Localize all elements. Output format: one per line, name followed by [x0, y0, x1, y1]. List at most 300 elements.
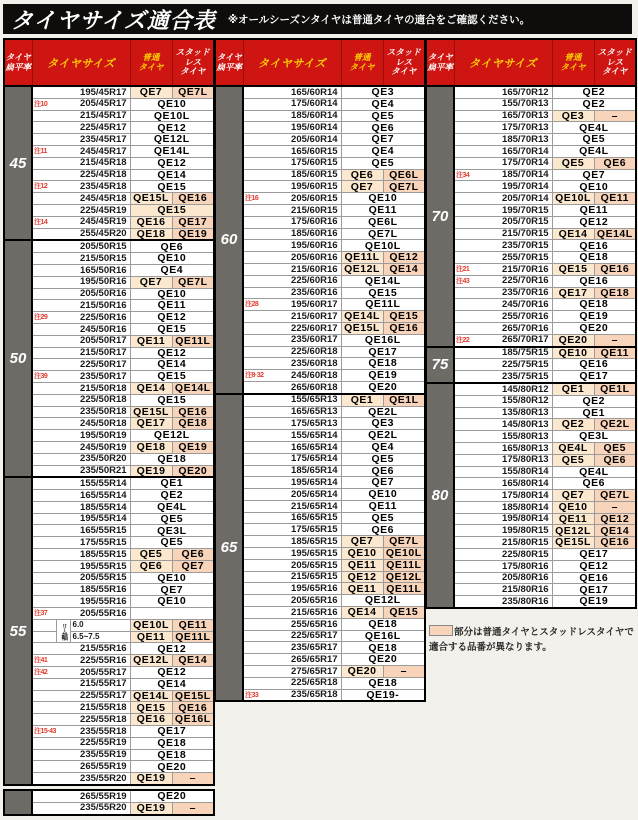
- table-row: [426, 419, 636, 431]
- table-row: [4, 690, 214, 702]
- table-row: [215, 157, 425, 169]
- rim-width-value-cell: 6.0: [70, 619, 130, 631]
- note-marker: 注21: [456, 265, 470, 273]
- aspect-ratio-cell: 45: [4, 86, 32, 240]
- normal-tire-part-cell: QE14L: [130, 690, 172, 702]
- header-label-line: タイヤ: [560, 61, 586, 72]
- studless-tire-part-cell: QE12: [383, 252, 425, 264]
- tire-size-cell: 185/80R14: [454, 501, 552, 513]
- tire-size-cell: 185/55R15: [32, 549, 130, 561]
- table-row: [4, 441, 214, 453]
- table-row: [4, 394, 214, 406]
- tire-size-cell: 185/75R15: [454, 347, 552, 359]
- table-row: [4, 418, 214, 430]
- tire-size-cell: 195/80R15: [454, 525, 552, 537]
- tire-size-cell: 195/55R16: [32, 596, 130, 608]
- part-number-cell: QE14: [130, 678, 214, 690]
- tire-size-cell: 185/60R16: [243, 228, 341, 240]
- header-normal-tire: [341, 39, 383, 86]
- note-marker: 注29: [34, 314, 48, 322]
- table-row: [426, 311, 636, 323]
- part-number-cell: QE20: [341, 381, 425, 393]
- table-row: [4, 86, 214, 98]
- part-number-cell: QE15: [130, 323, 214, 335]
- tire-size-cell: 165/80R13: [454, 442, 552, 454]
- tire-size-cell: 165/65R15: [243, 512, 341, 524]
- table-row: [4, 406, 214, 418]
- table-row: [4, 382, 214, 394]
- table-row: [215, 252, 425, 264]
- studless-tire-part-cell: QE16: [383, 322, 425, 334]
- studless-tire-part-cell: QE14: [172, 655, 214, 667]
- tire-size-cell: 205/50R17: [32, 335, 130, 347]
- part-number-cell: QE6L: [341, 216, 425, 228]
- table-row: [215, 193, 425, 205]
- tire-size-cell: 235/60R17: [243, 334, 341, 346]
- tire-size-cell: 注37 205/55R16: [32, 608, 130, 620]
- studless-tire-part-cell: QE14L: [172, 382, 214, 394]
- normal-tire-part-cell: QE19: [130, 773, 172, 785]
- tire-size-cell: 注43 225/70R16: [454, 275, 552, 287]
- tire-size-cell: 195/60R16: [243, 240, 341, 252]
- tire-size-cell: 225/50R18: [32, 394, 130, 406]
- studless-tire-part-cell: QE16: [172, 193, 214, 205]
- part-number-cell: QE12L: [341, 595, 425, 607]
- part-number-cell: QE17: [341, 346, 425, 358]
- part-number-cell: QE11: [552, 204, 636, 216]
- tire-size-cell: 165/70R12: [454, 86, 552, 98]
- table-column-3: [425, 38, 636, 816]
- part-number-cell: QE12: [130, 157, 214, 169]
- studless-tire-part-cell: QE12L: [383, 571, 425, 583]
- table-row: [426, 596, 636, 608]
- part-number-cell: QE7L: [341, 228, 425, 240]
- tire-size-cell: 注11 245/45R17: [32, 145, 130, 157]
- tire-size-cell: 195/45R17: [32, 86, 130, 98]
- part-number-cell: QE12: [130, 643, 214, 655]
- table-row: [215, 595, 425, 607]
- tire-size-cell: 195/65R14: [243, 477, 341, 489]
- table-row: [4, 216, 214, 228]
- table-row: [4, 335, 214, 347]
- part-number-cell: QE17: [552, 549, 636, 561]
- part-number-cell: QE5: [130, 537, 214, 549]
- table-row: [215, 275, 425, 287]
- tire-size-cell: 235/50R20: [32, 453, 130, 465]
- tire-size-cell: 235/60R16: [243, 287, 341, 299]
- table-row: [4, 110, 214, 122]
- tire-size-cell: 165/80R14: [454, 478, 552, 490]
- part-number-cell: QE12L: [130, 430, 214, 442]
- table-row: [4, 228, 214, 240]
- studless-tire-part-cell: QE16: [172, 702, 214, 714]
- tire-size-cell: 205/70R15: [454, 216, 552, 228]
- part-number-cell: QE4: [341, 441, 425, 453]
- tire-size-cell: 205/60R14: [243, 134, 341, 146]
- header-label-line: 普通: [564, 51, 582, 62]
- header-row: [426, 39, 636, 86]
- table-row: [4, 253, 214, 265]
- tire-size-cell: 275/65R17: [243, 666, 341, 678]
- note-marker: 注41: [34, 657, 48, 665]
- normal-tire-part-cell: QE18: [130, 228, 172, 240]
- table-row: [215, 618, 425, 630]
- normal-tire-part-cell: QE11L: [341, 252, 383, 264]
- note-marker: 注42: [34, 669, 48, 677]
- studless-tire-part-cell: QE11L: [383, 583, 425, 595]
- table-row: [426, 134, 636, 146]
- table-row: [215, 346, 425, 358]
- tire-size-cell: 215/45R17: [32, 110, 130, 122]
- normal-tire-part-cell: QE10L: [130, 619, 172, 631]
- part-number-cell: QE11L: [341, 299, 425, 311]
- part-number-cell: QE20: [341, 654, 425, 666]
- normal-tire-part-cell: QE17: [130, 418, 172, 430]
- aspect-section-extra: [3, 789, 215, 816]
- table-row: [426, 98, 636, 110]
- part-number-cell: QE4L: [552, 122, 636, 134]
- normal-tire-part-cell: QE14L: [341, 311, 383, 323]
- normal-tire-part-cell: QE15L: [341, 322, 383, 334]
- table-row: [4, 300, 214, 312]
- tire-size-cell: 205/65R15: [243, 559, 341, 571]
- table-row: [4, 608, 214, 620]
- studless-tire-part-cell: QE16L: [172, 714, 214, 726]
- table-row: [4, 525, 214, 537]
- table-row: [426, 513, 636, 525]
- table-row: [215, 465, 425, 477]
- part-number-cell: QE7: [341, 477, 425, 489]
- note-marker: 注16: [245, 195, 259, 203]
- part-number-cell: QE10L: [341, 240, 425, 252]
- tire-size-cell: 185/60R14: [243, 110, 341, 122]
- header-label-line: タイヤ: [349, 61, 375, 72]
- part-number-cell: QE20: [552, 322, 636, 334]
- aspect-section-75: [425, 346, 637, 384]
- header-label-line: スタッドレス: [597, 46, 632, 67]
- table-row: [215, 169, 425, 181]
- tire-size-cell: 175/60R15: [243, 157, 341, 169]
- table-row: [426, 299, 636, 311]
- tire-size-cell: 注10 205/45R17: [32, 98, 130, 110]
- table-row: [215, 524, 425, 536]
- note-marker: 注34: [456, 171, 470, 179]
- part-number-cell: QE17: [552, 584, 636, 596]
- tire-size-cell: 255/70R15: [454, 252, 552, 264]
- tire-size-cell: 265/55R19: [32, 761, 130, 773]
- part-number-cell: QE10L: [130, 110, 214, 122]
- tire-size-cell: 注28 195/60R17: [243, 299, 341, 311]
- table-row: [426, 371, 636, 383]
- tire-size-cell: 175/80R16: [454, 560, 552, 572]
- part-number-cell: QE19: [341, 370, 425, 382]
- part-number-cell: QE10: [130, 253, 214, 265]
- tire-size-cell: 265/65R17: [243, 654, 341, 666]
- tire-size-cell: 235/45R17: [32, 134, 130, 146]
- tire-size-cell: 195/70R14: [454, 181, 552, 193]
- table-row: [426, 181, 636, 193]
- table-row: [215, 381, 425, 393]
- table-row: [4, 276, 214, 288]
- tire-size-cell: 175/65R13: [243, 418, 341, 430]
- part-number-cell: QE2: [552, 98, 636, 110]
- note-marker: 注11: [34, 147, 47, 155]
- part-number-cell: QE19: [552, 596, 636, 608]
- tire-size-cell: 155/80R12: [454, 395, 552, 407]
- column-header-table: [214, 38, 426, 87]
- header-row: [4, 39, 214, 86]
- tire-size-cell: 注34 185/70R14: [454, 169, 552, 181]
- part-number-cell: QE10: [130, 288, 214, 300]
- table-row: [426, 478, 636, 490]
- tire-size-cell: 155/65R13: [243, 394, 341, 406]
- table-row: [426, 216, 636, 228]
- tire-size-cell: 235/65R17: [243, 642, 341, 654]
- table-row: [426, 169, 636, 181]
- aspect-section-50: [3, 239, 215, 478]
- table-row: [215, 334, 425, 346]
- part-number-cell: QE18: [130, 737, 214, 749]
- table-row: [215, 98, 425, 110]
- part-number-cell: QE5: [341, 110, 425, 122]
- part-number-cell: QE19-: [341, 689, 425, 701]
- table-row: [426, 157, 636, 169]
- normal-tire-part-cell: QE10: [552, 347, 594, 359]
- tire-size-cell: 265/55R19: [32, 790, 130, 802]
- part-number-cell: QE16: [552, 359, 636, 371]
- table-row: [215, 122, 425, 134]
- table-row: [4, 549, 214, 561]
- studless-tire-part-cell: QE11L: [172, 631, 214, 643]
- part-number-cell: QE5: [552, 134, 636, 146]
- part-number-cell: QE5: [341, 453, 425, 465]
- table-row: [215, 311, 425, 323]
- tire-size-cell: 215/50R18: [32, 382, 130, 394]
- tire-size-cell: 235/50R21: [32, 465, 130, 477]
- header-studless-tire: [172, 39, 214, 86]
- table-row: [426, 193, 636, 205]
- studless-tire-part-cell: QE7L: [594, 490, 636, 502]
- table-row: [4, 702, 214, 714]
- part-number-cell: QE1: [130, 477, 214, 489]
- tire-size-cell: 185/55R14: [32, 501, 130, 513]
- table-row: [215, 358, 425, 370]
- table-row: [426, 204, 636, 216]
- tire-size-cell: 235/70R15: [454, 240, 552, 252]
- table-row: [426, 572, 636, 584]
- part-number-cell: QE11: [341, 204, 425, 216]
- table-row: [4, 790, 214, 802]
- part-number-cell: QE15: [130, 204, 214, 216]
- tire-size-cell: 185/60R15: [243, 169, 341, 181]
- header-tire-size-label: タイヤサイズ: [469, 57, 537, 70]
- part-number-cell: QE18: [341, 677, 425, 689]
- part-number-cell: QE20: [130, 790, 214, 802]
- tire-size-cell: 165/55R15: [32, 525, 130, 537]
- table-row: [4, 490, 214, 502]
- tire-size-cell: 165/70R13: [454, 110, 552, 122]
- part-number-cell: QE2L: [341, 406, 425, 418]
- tire-size-cell: 225/55R19: [32, 737, 130, 749]
- tire-size-cell: 205/55R15: [32, 572, 130, 584]
- normal-tire-part-cell: QE15L: [130, 193, 172, 205]
- studless-tire-part-cell: QE2L: [594, 419, 636, 431]
- table-row: [215, 666, 425, 678]
- aspect-section-65: [214, 393, 426, 703]
- table-row: [4, 145, 214, 157]
- aspect-ratio-cell: [4, 790, 32, 815]
- table-row: [4, 98, 214, 110]
- tire-size-cell: 255/45R20: [32, 228, 130, 240]
- table-row: [4, 347, 214, 359]
- part-number-cell: QE4: [130, 264, 214, 276]
- table-row: [215, 287, 425, 299]
- highlight-swatch: [429, 625, 453, 636]
- normal-tire-part-cell: QE15: [130, 702, 172, 714]
- part-number-cell: QE15: [341, 287, 425, 299]
- table-row: [4, 726, 214, 738]
- header-label-line: スタッドレス: [386, 46, 421, 67]
- tire-size-cell: 215/50R16: [32, 300, 130, 312]
- part-number-cell: QE18: [552, 299, 636, 311]
- table-row: [215, 263, 425, 275]
- table-row: [4, 678, 214, 690]
- tire-size-cell: 205/50R15: [32, 240, 130, 252]
- table-row: [215, 477, 425, 489]
- normal-tire-part-cell: QE5: [552, 157, 594, 169]
- normal-tire-part-cell: QE10L: [552, 193, 594, 205]
- part-number-cell: QE15: [130, 371, 214, 383]
- column-header-table: [425, 38, 637, 87]
- tire-size-cell: 155/80R13: [454, 431, 552, 443]
- tire-size-cell: 175/55R15: [32, 537, 130, 549]
- header-tire-size: [32, 39, 130, 86]
- table-row: [4, 288, 214, 300]
- table-row: [4, 134, 214, 146]
- studless-tire-part-cell: QE16: [594, 537, 636, 549]
- table-row: [4, 560, 214, 572]
- part-number-cell: QE6: [552, 478, 636, 490]
- part-number-cell: QE6: [341, 465, 425, 477]
- part-number-cell: QE14: [130, 359, 214, 371]
- aspect-section-55: [3, 476, 215, 786]
- tire-size-cell: 注22 265/70R17: [454, 334, 552, 346]
- tire-size-cell: 175/70R14: [454, 157, 552, 169]
- aspect-ratio-cell: 55: [4, 477, 32, 785]
- normal-tire-part-cell: QE3: [552, 110, 594, 122]
- tire-size-cell: 155/80R14: [454, 466, 552, 478]
- part-number-cell: QE12: [130, 312, 214, 324]
- part-number-cell: QE18: [341, 618, 425, 630]
- part-number-cell: QE16: [552, 275, 636, 287]
- table-row: [426, 454, 636, 466]
- table-row: [4, 122, 214, 134]
- normal-tire-part-cell: QE17: [552, 287, 594, 299]
- table-row: [215, 500, 425, 512]
- table-row: [215, 181, 425, 193]
- header-aspect-ratio: [215, 39, 243, 86]
- table-row: [4, 430, 214, 442]
- normal-tire-part-cell: QE1: [341, 394, 383, 406]
- table-row: [426, 537, 636, 549]
- normal-tire-part-cell: QE19: [130, 465, 172, 477]
- table-row: [426, 442, 636, 454]
- part-number-cell: QE11: [341, 500, 425, 512]
- part-number-cell: QE2: [552, 86, 636, 98]
- table-row: [4, 477, 214, 489]
- normal-tire-part-cell: QE11: [552, 513, 594, 525]
- tire-size-cell: 235/60R18: [243, 358, 341, 370]
- normal-tire-part-cell: QE12L: [552, 525, 594, 537]
- note-marker: 注39: [34, 373, 48, 381]
- studless-tire-part-cell: –: [383, 666, 425, 678]
- studless-tire-part-cell: –: [594, 501, 636, 513]
- tire-size-cell: 175/65R14: [243, 453, 341, 465]
- part-number-cell: QE6: [341, 122, 425, 134]
- studless-tire-part-cell: QE12: [594, 513, 636, 525]
- tire-size-cell: 215/65R15: [243, 571, 341, 583]
- tire-size-cell: 注33 235/65R18: [243, 689, 341, 701]
- table-row: [426, 407, 636, 419]
- rim-width-sub-row: [4, 631, 214, 643]
- tire-size-cell: 175/60R14: [243, 98, 341, 110]
- tire-size-cell: 205/50R16: [32, 288, 130, 300]
- studless-tire-part-cell: QE7L: [172, 276, 214, 288]
- table-row: [426, 322, 636, 334]
- tire-size-cell: 225/45R18: [32, 169, 130, 181]
- rim-width-label-cell: リム幅: [56, 619, 70, 643]
- table-row: [426, 584, 636, 596]
- studless-tire-part-cell: QE14: [594, 525, 636, 537]
- tire-size-cell: 225/60R16: [243, 275, 341, 287]
- column-header-table: [3, 38, 215, 87]
- part-number-cell: QE5: [341, 157, 425, 169]
- table-row: [215, 145, 425, 157]
- header-normal-tire: [130, 39, 172, 86]
- table-row: [4, 371, 214, 383]
- tire-size-cell: 215/80R16: [454, 584, 552, 596]
- part-number-cell: QE16L: [341, 630, 425, 642]
- table-row: [426, 275, 636, 287]
- normal-tire-part-cell: QE7: [341, 536, 383, 548]
- tire-size-cell: 195/80R14: [454, 513, 552, 525]
- note-marker: 注22: [456, 336, 470, 344]
- studless-tire-part-cell: QE5: [594, 442, 636, 454]
- table-row: [4, 169, 214, 181]
- lead-cell: [32, 631, 56, 643]
- normal-tire-part-cell: QE19: [130, 802, 172, 814]
- tire-size-cell: 205/80R16: [454, 572, 552, 584]
- normal-tire-part-cell: QE20: [552, 334, 594, 346]
- part-number-cell: QE11: [130, 300, 214, 312]
- table-row: [215, 370, 425, 382]
- normal-tire-part-cell: QE15L: [130, 406, 172, 418]
- tire-size-cell: 175/60R16: [243, 216, 341, 228]
- table-row: [215, 228, 425, 240]
- tire-size-cell: 195/65R16: [243, 583, 341, 595]
- part-number-cell: QE5: [341, 512, 425, 524]
- part-number-cell: QE15: [130, 394, 214, 406]
- tire-size-cell: 165/70R14: [454, 145, 552, 157]
- part-number-cell: QE2L: [341, 430, 425, 442]
- header-row: [215, 39, 425, 86]
- studless-tire-part-cell: QE16: [172, 406, 214, 418]
- studless-tire-part-cell: QE15: [383, 607, 425, 619]
- tire-size-cell: 215/55R17: [32, 678, 130, 690]
- part-number-cell: QE10: [341, 193, 425, 205]
- note-marker: 注15·43: [34, 728, 56, 736]
- tire-size-cell: 215/65R16: [243, 607, 341, 619]
